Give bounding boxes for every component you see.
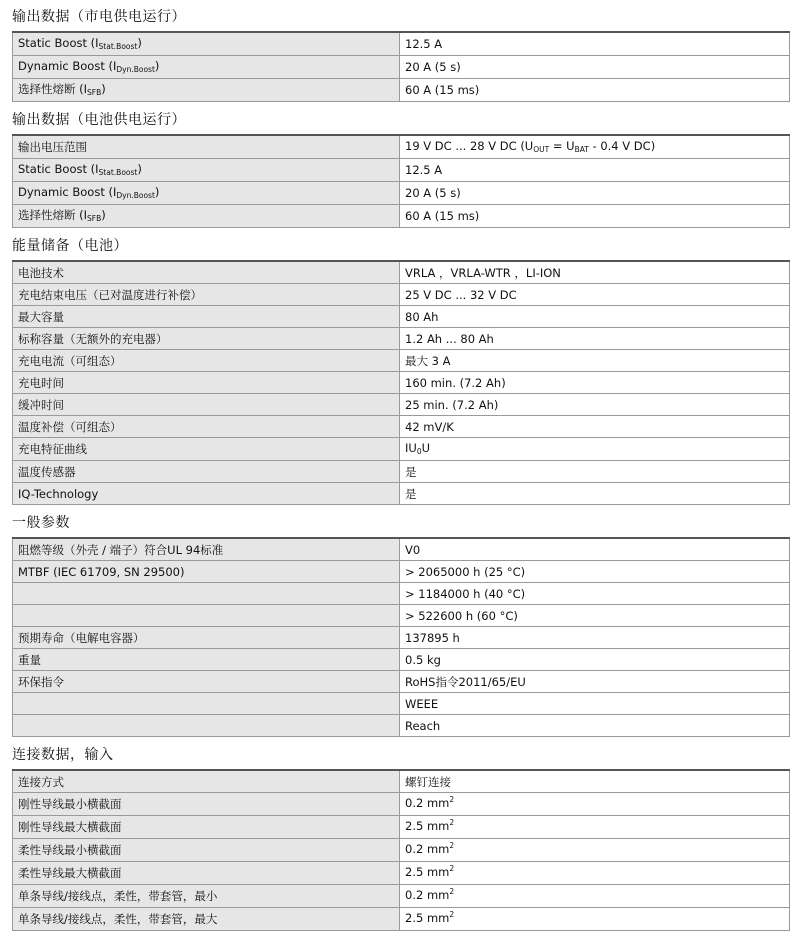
cell-text: 柔性导线最大横截面 [18,866,122,880]
superscript-text: 2 [449,795,455,804]
spec-table [12,134,790,228]
cell-text: 80 Ah [405,309,439,324]
table-row [13,715,790,737]
param-value-cell [400,538,790,561]
table-row [13,394,790,416]
cell-text: 12.5 A [405,37,443,51]
table-row [13,671,790,693]
cell-text: 环保指令 [18,674,64,689]
param-label-cell [13,605,400,627]
param-value-cell [400,135,790,159]
subscript-text: SFB [87,88,102,97]
table-row [13,816,790,839]
table-row [13,438,790,461]
param-value-cell [400,328,790,350]
cell-text: 预期寿命（电解电容器） [18,630,145,645]
table-row [13,284,790,306]
param-label-cell [13,56,400,79]
param-label-cell [13,561,400,583]
section-title: 能量储备（电池） [12,238,128,254]
param-value-cell [400,605,790,627]
param-label-cell [13,671,400,693]
table-row [13,306,790,328]
param-label-cell [13,284,400,306]
param-label-cell [13,862,400,885]
cell-text: 刚性导线最大横截面 [18,820,122,834]
cell-text: 柔性导线最小横截面 [18,843,122,857]
subscript-text: 0 [416,447,422,456]
param-value-cell [400,583,790,605]
cell-text: 42 mV/K [405,419,454,434]
param-label-cell [13,79,400,102]
spec-table [12,537,790,737]
param-value-cell [400,793,790,816]
param-value-cell [400,79,790,102]
superscript-text: 2 [449,841,455,850]
cell-text: 60 A (15 ms) [405,209,480,223]
table-row [13,793,790,816]
table-row [13,372,790,394]
subscript-text: Dyn.Boost [116,191,155,200]
table-row [13,693,790,715]
param-value-cell [400,306,790,328]
table-row [13,159,790,182]
table-row [13,627,790,649]
cell-text: 标称容量（无额外的充电器） [18,331,168,346]
subscript-text: Stat.Boost [98,42,138,51]
cell-text: IQ-Technology [18,486,99,501]
cell-text: 20 A (5 s) [405,60,461,74]
cell-text: MTBF (IEC 61709, SN 29500) [18,564,185,579]
cell-text: 单条导线/接线点，柔性，带套管，最大 [18,912,218,926]
cell-text: 12.5 A [405,163,443,177]
table-row [13,350,790,372]
cell-text: IU [405,441,417,455]
param-value-cell [400,839,790,862]
param-value-cell [400,284,790,306]
cell-text: Dynamic Boost (I [18,59,117,73]
cell-text: ) [137,162,142,176]
spec-section [12,108,790,228]
cell-text: RoHS指令2011/65/EU [405,674,526,689]
cell-text: 充电时间 [18,375,64,390]
param-value-cell [400,416,790,438]
spec-table [12,260,790,505]
table-row [13,885,790,908]
param-value-cell [400,693,790,715]
cell-text: 充电电流（可组态） [18,353,122,368]
param-value-cell [400,671,790,693]
table-row [13,416,790,438]
table-row [13,839,790,862]
param-value-cell [400,461,790,483]
cell-text: 20 A (5 s) [405,186,461,200]
section-title: 一般参数 [12,515,70,531]
table-row [13,79,790,102]
param-label-cell [13,885,400,908]
cell-text: 连接方式 [18,774,64,789]
cell-text: 温度传感器 [18,464,76,479]
param-label-cell [13,483,400,505]
section-title: 输出数据（市电供电运行） [12,9,186,25]
param-label-cell [13,770,400,793]
table-row [13,32,790,56]
cell-text: 2.5 mm [405,911,450,925]
cell-text: VRLA ，VRLA-WTR ，LI-ION [405,265,561,280]
superscript-text: 2 [449,910,455,919]
param-value-cell [400,649,790,671]
param-value-cell [400,205,790,228]
param-label-cell [13,135,400,159]
param-label-cell [13,372,400,394]
cell-text: Dynamic Boost (I [18,185,117,199]
param-value-cell [400,483,790,505]
param-label-cell [13,816,400,839]
cell-text: > 1184000 h (40 °C) [405,586,526,601]
section-title: 输出数据（电池供电运行） [12,112,186,128]
param-label-cell [13,627,400,649]
cell-text: ) [101,82,106,96]
cell-text: > 2065000 h (25 °C) [405,564,526,579]
cell-text: 是 [405,464,417,479]
param-value-cell [400,261,790,284]
param-label-cell [13,839,400,862]
subscript-text: Dyn.Boost [116,65,155,74]
spec-section [12,234,790,505]
cell-text: 最大 3 A [405,353,451,368]
table-row [13,261,790,284]
cell-text: ) [101,208,106,222]
param-value-cell [400,350,790,372]
param-value-cell [400,770,790,793]
param-label-cell [13,261,400,284]
cell-text: ) [154,185,160,199]
table-row [13,328,790,350]
cell-text: 25 min. (7.2 Ah) [405,397,499,412]
param-label-cell [13,306,400,328]
param-label-cell [13,159,400,182]
cell-text: > 522600 h (60 °C) [405,608,518,623]
superscript-text: 2 [449,864,455,873]
cell-text: 选择性熔断 (I [18,208,88,222]
param-value-cell [400,816,790,839]
cell-text: 电池技术 [18,265,64,280]
spec-table [12,31,790,102]
cell-text: 充电结束电压（已对温度进行补偿） [18,287,202,302]
cell-text: 选择性熔断 (I [18,82,88,96]
table-row [13,862,790,885]
table-row [13,483,790,505]
table-row [13,561,790,583]
spec-section [12,511,790,737]
param-label-cell [13,328,400,350]
table-row [13,538,790,561]
param-label-cell [13,649,400,671]
subscript-text: Stat.Boost [98,168,138,177]
cell-text: ) [154,59,160,73]
cell-text: 充电特征曲线 [18,442,87,456]
table-row [13,205,790,228]
param-value-cell [400,715,790,737]
cell-text: 缓冲时间 [18,397,64,412]
cell-text: 温度补偿（可组态） [18,419,122,434]
cell-text: 19 V DC ... 28 V DC (U [405,139,534,153]
cell-text: ) [137,36,142,50]
cell-text: 是 [405,486,417,501]
cell-text: 0.2 mm [405,842,450,856]
spec-section [12,5,790,102]
param-label-cell [13,538,400,561]
param-label-cell [13,32,400,56]
param-label-cell [13,205,400,228]
cell-text: = U [549,139,575,153]
cell-text: 1.2 Ah ... 80 Ah [405,331,494,346]
cell-text: 输出电压范围 [18,140,87,154]
cell-text: 160 min. (7.2 Ah) [405,375,506,390]
superscript-text: 2 [449,818,455,827]
param-label-cell [13,394,400,416]
param-label-cell [13,693,400,715]
table-row [13,770,790,793]
cell-text: 0.2 mm [405,796,450,810]
cell-text: 2.5 mm [405,865,450,879]
cell-text: 60 A (15 ms) [405,83,480,97]
cell-text: 重量 [18,652,41,667]
param-value-cell [400,438,790,461]
table-row [13,605,790,627]
subscript-text: BAT [574,145,589,154]
cell-text: 137895 h [405,630,460,645]
table-row [13,461,790,483]
section-title: 连接数据，输入 [12,747,114,763]
subscript-text: OUT [533,145,550,154]
cell-text: 阻燃等级（外壳 / 端子）符合UL 94标准 [18,542,224,557]
param-label-cell [13,583,400,605]
param-value-cell [400,394,790,416]
param-value-cell [400,56,790,79]
param-value-cell [400,627,790,649]
cell-text: V0 [405,542,421,557]
table-row [13,135,790,159]
cell-text: - 0.4 V DC) [588,139,656,153]
param-label-cell [13,793,400,816]
subscript-text: SFB [87,214,102,223]
cell-text: Static Boost (I [18,36,99,50]
table-row [13,649,790,671]
param-value-cell [400,561,790,583]
param-value-cell [400,182,790,205]
param-value-cell [400,32,790,56]
cell-text: 0.2 mm [405,888,450,902]
param-label-cell [13,438,400,461]
cell-text: U [421,441,431,455]
cell-text: 0.5 kg [405,652,441,667]
cell-text: 单条导线/接线点，柔性，带套管，最小 [18,889,218,903]
cell-text: 25 V DC ... 32 V DC [405,287,517,302]
table-row [13,182,790,205]
param-label-cell [13,416,400,438]
param-label-cell [13,715,400,737]
cell-text: 最大容量 [18,309,64,324]
param-label-cell [13,461,400,483]
spec-section [12,743,790,931]
cell-text: 螺钉连接 [405,774,451,789]
cell-text: Reach [405,718,441,733]
table-row [13,56,790,79]
cell-text: 刚性导线最小横截面 [18,797,122,811]
cell-text: WEEE [405,696,439,711]
param-value-cell [400,885,790,908]
param-value-cell [400,159,790,182]
param-value-cell [400,372,790,394]
param-label-cell [13,182,400,205]
param-value-cell [400,862,790,885]
spec-table [12,769,790,931]
superscript-text: 2 [449,887,455,896]
table-row [13,583,790,605]
cell-text: Static Boost (I [18,162,99,176]
cell-text: 2.5 mm [405,819,450,833]
param-label-cell [13,350,400,372]
